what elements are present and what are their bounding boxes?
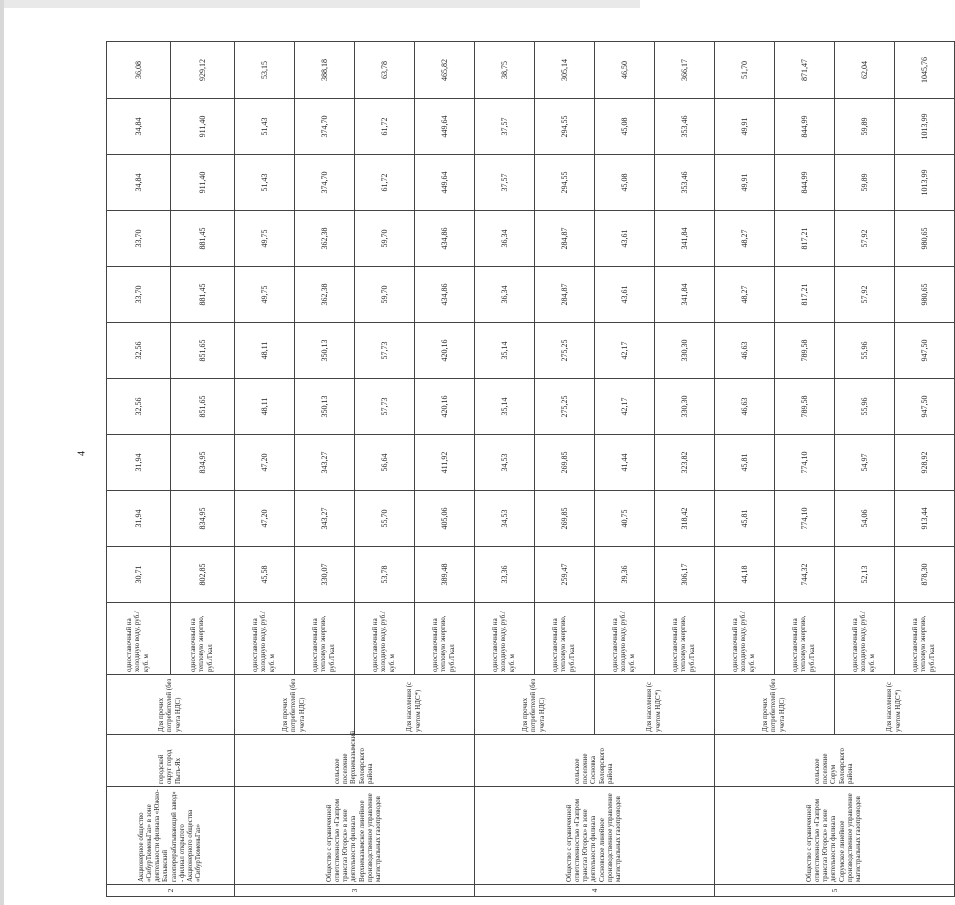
tariff-value: 851,65 [171,379,235,435]
tariff-value: 34,84 [107,155,171,211]
tariff-value: 47,20 [235,435,295,491]
tariff-value: 57,73 [355,379,415,435]
tariff-type: одноставочный на холодную воду, руб./куб. м [835,603,895,675]
tariff-type: одноставочный на тепловую энергию, руб./Гкал [775,603,835,675]
tariff-value: 928,92 [895,435,955,491]
tariff-value: 31,94 [107,491,171,547]
tariff-value: 63,78 [355,42,415,99]
tariff-type: одноставочный на холодную воду, руб./куб. м [235,603,295,675]
tariff-value: 33,36 [475,547,535,603]
tariff-value: 434,86 [415,211,475,267]
organization-name: Общество с ограниченной ответственностью «Газпром трансгаз Югорск» в зоне деятельности филиала Сосновское линейное производственное управление магистральных газопроводов [475,787,715,885]
tariff-value: 294,55 [535,99,595,155]
tariff-value: 374,70 [295,155,355,211]
table-row [715,42,775,897]
row-number: 5 [715,885,955,897]
tariff-value: 350,13 [295,379,355,435]
tariff-value: 947,50 [895,323,955,379]
tariff-value: 341,84 [655,267,715,323]
tariff-value: 32,56 [107,323,171,379]
tariff-value: 48,11 [235,379,295,435]
tariff-value: 343,27 [295,491,355,547]
tariff-value: 46,63 [715,379,775,435]
tariff-type: одноставочный на тепловую энергию, руб./Гкал [415,603,475,675]
tariff-value: 33,70 [107,211,171,267]
tariff-value: 54,97 [835,435,895,491]
tariff-value: 411,92 [415,435,475,491]
consumer-group: Для прочих потребителей (без учета НДС) [475,675,595,735]
tariff-value: 61,72 [355,155,415,211]
tariff-value: 834,95 [171,435,235,491]
tariff-value: 844,99 [775,99,835,155]
tariff-value: 45,81 [715,435,775,491]
tariff-value: 353,46 [655,155,715,211]
tariff-value: 449,64 [415,155,475,211]
tariff-value: 269,85 [535,435,595,491]
tariff-value: 54,06 [835,491,895,547]
table-body [107,42,955,897]
tariff-value: 37,57 [475,99,535,155]
tariff-value: 45,08 [595,155,655,211]
tariff-value: 33,70 [107,267,171,323]
tariff-value: 42,17 [595,323,655,379]
tariff-value: 49,91 [715,155,775,211]
tariff-value: 45,08 [595,99,655,155]
tariff-value: 34,53 [475,491,535,547]
tariff-value: 1013,99 [895,99,955,155]
tariff-value: 306,17 [655,547,715,603]
tariff-value: 52,13 [835,547,895,603]
tariff-value: 56,64 [355,435,415,491]
tariff-value: 43,61 [595,211,655,267]
tariff-value: 39,36 [595,547,655,603]
tariff-value: 947,50 [895,379,955,435]
tariff-value: 38,75 [475,42,535,99]
tariff-value: 55,70 [355,491,415,547]
tariff-value: 353,46 [655,99,715,155]
row-number: 4 [475,885,715,897]
tariff-value: 929,12 [171,42,235,99]
tariff-value: 802,85 [171,547,235,603]
tariff-value: 57,92 [835,211,895,267]
tariff-value: 844,99 [775,155,835,211]
tariff-value: 318,42 [655,491,715,547]
tariff-value: 817,21 [775,267,835,323]
tariff-value: 789,58 [775,323,835,379]
tariff-value: 57,73 [355,323,415,379]
consumer-group: Для населения (с учетом НДС*) [355,675,475,735]
tariff-value: 62,04 [835,42,895,99]
tariff-value: 59,89 [835,155,895,211]
tariff-value: 40,75 [595,491,655,547]
tariff-value: 284,87 [535,211,595,267]
tariff-value: 980,65 [895,267,955,323]
table-row [475,42,535,897]
tariff-value: 330,30 [655,379,715,435]
tariff-type: одноставочный на тепловую энергию, руб./Гкал [171,603,235,675]
tariff-value: 275,25 [535,379,595,435]
tariff-value: 48,27 [715,211,775,267]
tariff-value: 789,58 [775,379,835,435]
tariff-value: 44,18 [715,547,775,603]
tariff-value: 55,96 [835,323,895,379]
territory-name: сельское поселение Верхнеказымский Белоярского района [235,735,475,787]
consumer-group: Для прочих потребителей (без учета НДС) [235,675,355,735]
tariff-value: 330,30 [655,323,715,379]
tariff-value: 53,78 [355,547,415,603]
tariff-value: 405,06 [415,491,475,547]
table-row [107,42,171,897]
scan-edge-left [0,0,4,905]
scan-edge [0,0,640,8]
tariff-value: 47,20 [235,491,295,547]
tariff-value: 35,14 [475,323,535,379]
tariff-type: одноставочный на тепловую энергию, руб./Гкал [895,603,955,675]
tariff-value: 834,95 [171,491,235,547]
tariff-value: 294,55 [535,155,595,211]
tariff-value: 61,72 [355,99,415,155]
organization-name: Акционерное общество «СибурТюменьГаз» в зоне деятельности филиала «Южно-Балыкский газоперерабатывающий завод» - филиал открытого Акционерного общества «СибурТюменьГаз» [107,787,235,885]
tariff-type: одноставочный на холодную воду, руб./куб. м [595,603,655,675]
tariff-value: 389,48 [415,547,475,603]
tariff-value: 59,89 [835,99,895,155]
tariff-value: 34,84 [107,99,171,155]
tariff-value: 275,25 [535,323,595,379]
tariff-value: 913,44 [895,491,955,547]
tariff-value: 30,71 [107,547,171,603]
consumer-group: Для прочих потребителей (без учета НДС) [107,675,235,735]
territory-name: городской округ город Пыть-Ях [107,735,235,787]
page-number: 4 [76,451,88,456]
consumer-group: Для населения (с учетом НДС*) [835,675,955,735]
tariff-table [106,41,955,897]
tariff-value: 42,17 [595,379,655,435]
tariff-value: 48,11 [235,323,295,379]
tariff-value: 32,56 [107,379,171,435]
tariff-value: 911,40 [171,155,235,211]
territory-name: сельское поселение Сорум Белоярского района [715,735,955,787]
tariff-type: одноставочный на холодную воду, руб./куб. м [475,603,535,675]
tariff-value: 36,34 [475,267,535,323]
tariff-value: 980,65 [895,211,955,267]
tariff-value: 350,13 [295,323,355,379]
tariff-value: 59,70 [355,267,415,323]
tariff-value: 49,75 [235,267,295,323]
tariff-value: 362,38 [295,267,355,323]
tariff-value: 46,63 [715,323,775,379]
tariff-value: 305,14 [535,42,595,99]
tariff-value: 878,30 [895,547,955,603]
rotated-table-container [106,42,955,897]
tariff-value: 871,47 [775,42,835,99]
tariff-value: 343,27 [295,435,355,491]
tariff-type: одноставочный на тепловую энергию, руб./Гкал [655,603,715,675]
tariff-value: 45,81 [715,491,775,547]
tariff-value: 362,38 [295,211,355,267]
tariff-value: 51,43 [235,99,295,155]
tariff-value: 851,65 [171,323,235,379]
tariff-value: 465,82 [415,42,475,99]
tariff-value: 55,96 [835,379,895,435]
organization-name: Общество с ограниченной ответственностью «Газпром трансгаз Югорск» в зоне деятельности филиала Верхнеказымское линейное производственное управление магистральных газопроводов [235,787,475,885]
tariff-value: 774,10 [775,491,835,547]
tariff-value: 36,34 [475,211,535,267]
tariff-value: 881,45 [171,267,235,323]
tariff-value: 388,18 [295,42,355,99]
tariff-value: 59,70 [355,211,415,267]
territory-name: сельское поселение Сосновка Белоярского района [475,735,715,787]
tariff-value: 420,16 [415,323,475,379]
table-row [235,42,295,897]
tariff-value: 41,44 [595,435,655,491]
row-number: 3 [235,885,475,897]
row-number: 2 [107,885,235,897]
tariff-type: одноставочный на тепловую энергию, руб./Гкал [535,603,595,675]
tariff-value: 269,85 [535,491,595,547]
tariff-value: 330,07 [295,547,355,603]
tariff-value: 449,64 [415,99,475,155]
tariff-value: 46,50 [595,42,655,99]
tariff-value: 911,40 [171,99,235,155]
tariff-value: 259,47 [535,547,595,603]
tariff-value: 51,43 [235,155,295,211]
tariff-type: одноставочный на холодную воду, руб./куб. м [355,603,415,675]
consumer-group: Для населения (с учетом НДС*) [595,675,715,735]
tariff-value: 374,70 [295,99,355,155]
tariff-type: одноставочный на холодную воду, руб./куб. м [107,603,171,675]
tariff-value: 53,15 [235,42,295,99]
tariff-type: одноставочный на тепловую энергию, руб./Гкал [295,603,355,675]
tariff-type: одноставочный на холодную воду, руб./куб. м [715,603,775,675]
organization-name: Общество с ограниченной ответственностью «Газпром трансгаз Югорск» в зоне деятельности филиала Сорумское линейное производственное управление магистральных газопроводов [715,787,955,885]
tariff-value: 31,94 [107,435,171,491]
tariff-value: 420,16 [415,379,475,435]
tariff-value: 341,84 [655,211,715,267]
tariff-value: 45,58 [235,547,295,603]
tariff-value: 1045,76 [895,42,955,99]
tariff-value: 36,08 [107,42,171,99]
tariff-value: 881,45 [171,211,235,267]
tariff-value: 37,57 [475,155,535,211]
tariff-value: 744,32 [775,547,835,603]
tariff-value: 284,87 [535,267,595,323]
consumer-group: Для прочих потребителей (без учета НДС) [715,675,835,735]
tariff-value: 43,61 [595,267,655,323]
tariff-value: 48,27 [715,267,775,323]
tariff-value: 49,75 [235,211,295,267]
tariff-value: 57,92 [835,267,895,323]
tariff-value: 49,91 [715,99,775,155]
tariff-value: 34,53 [475,435,535,491]
tariff-value: 1013,99 [895,155,955,211]
tariff-value: 51,70 [715,42,775,99]
tariff-value: 323,82 [655,435,715,491]
tariff-value: 774,10 [775,435,835,491]
tariff-value: 366,17 [655,42,715,99]
tariff-value: 817,21 [775,211,835,267]
tariff-value: 35,14 [475,379,535,435]
tariff-value: 434,86 [415,267,475,323]
